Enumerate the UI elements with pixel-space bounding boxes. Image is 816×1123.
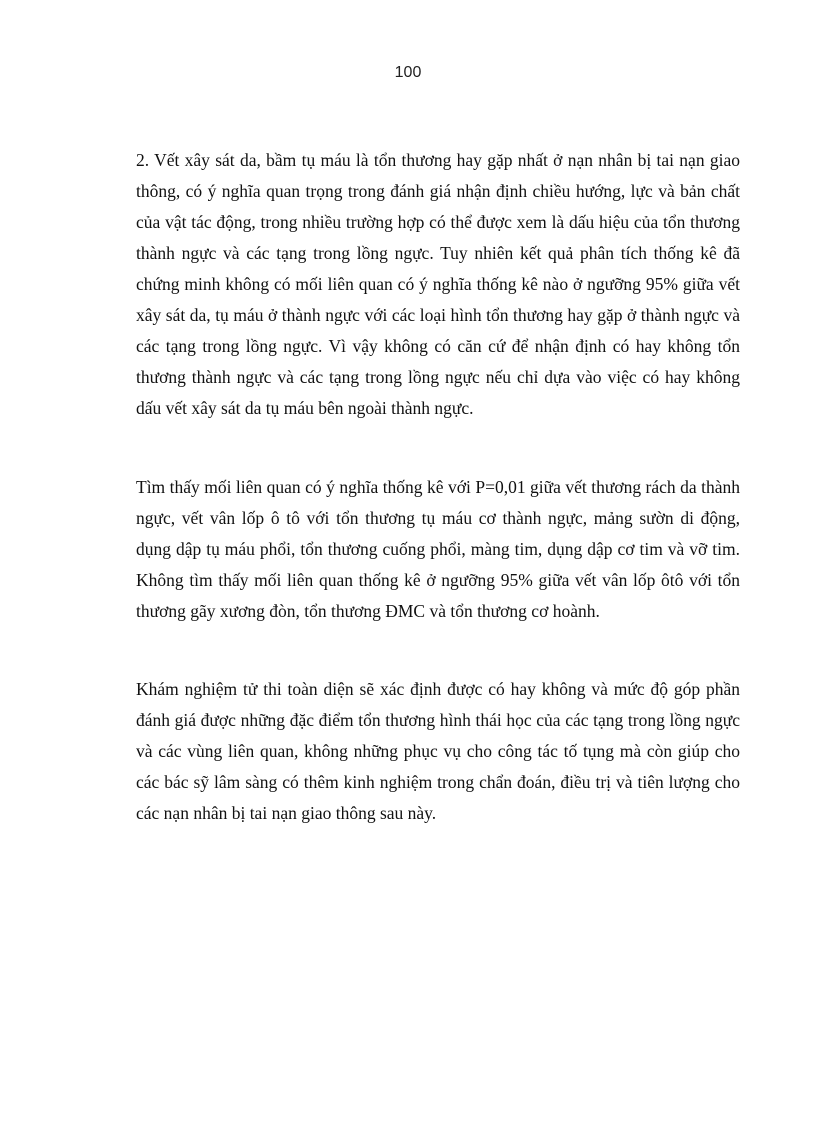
page-number: 100 [394,64,422,81]
paragraph-findings-lacerations: Tìm thấy mối liên quan có ý nghĩa thống kê với P=0,01 giữa vết thương rách da thành ngực, vết vân lốp ô tô với tổn thương tụ máu cơ thành ngực, mảng sườn di động, dụng dập tụ máu phổi, tổn thương cuống phổi, màng tim, dụng dập cơ tim và vỡ tim. Không tìm thấy mối liên quan thống kê ở ngưỡng 95% giữa vết vân lốp ôtô với tổn thương gãy xương đòn, tổn thương ĐMC và tổn thương cơ hoành. [136,476,740,621]
paragraph-findings-abrasions: 2. Vết xây sát da, bầm tụ máu là tổn thương hay gặp nhất ở nạn nhân bị tai nạn giao thông, có ý nghĩa quan trọng trong đánh giá nhận định chiều hướng, lực và bản chất của vật tác động, trong nhiều trường hợp có thể được xem là dấu hiệu của tổn thương thành ngực và các tạng trong lồng ngực. Tuy nhiên kết quả phân tích thống kê đã chứng minh không có mối liên quan có ý nghĩa thống kê nào ở ngưỡng 95% giữa vết xây sát da, tụ máu ở thành ngực với các loại hình tổn thương hay gặp ở thành ngực và các tạng trong lồng ngực. Vì vậy không có căn cứ để nhận định có hay không tổn thương thành ngực và các tạng trong lồng ngực nếu chỉ dựa vào việc có hay không dấu vết xây sát da tụ máu bên ngoài thành ngực. [136,149,740,418]
paragraph-autopsy-significance: Khám nghiệm tử thi toàn diện sẽ xác định được có hay không và mức độ góp phần đánh giá được những đặc điểm tổn thương hình thái học của các tạng trong lồng ngực và các vùng liên quan, không những phục vụ cho công tác tố tụng mà còn giúp cho các bác sỹ lâm sàng có thêm kinh nghiệm trong chẩn đoán, điều trị và tiên lượng cho các nạn nhân bị tai nạn giao thông sau này. [136,678,740,823]
